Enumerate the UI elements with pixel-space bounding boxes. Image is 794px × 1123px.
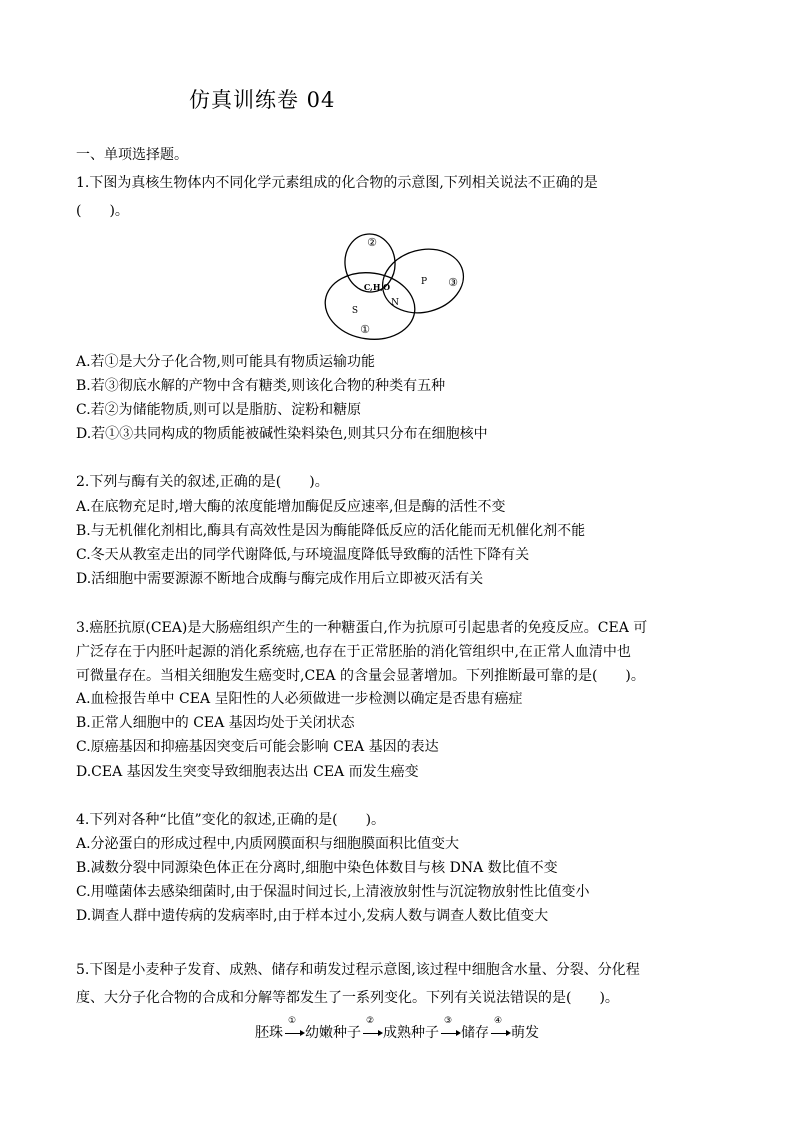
flow-arrow-4-label: ④: [494, 1016, 503, 1026]
q2-option-c: C.冬天从教室走出的同学代谢降低,与环境温度降低导致酶的活性下降有关: [76, 547, 530, 563]
venn-diagram: [320, 228, 470, 343]
label-center-elements: C,H,O: [363, 282, 391, 292]
q4-option-d: D.调查人群中遗传病的发病率时,由于样本过小,发病人数与调查人数比值变大: [76, 908, 549, 924]
q4-option-c: C.用噬菌体去感染细菌时,由于保温时间过长,上清液放射性与沉淀物放射性比值变小: [76, 884, 590, 900]
q2-stem: 2.下列与酶有关的叙述,正确的是( )。: [76, 474, 329, 490]
flow-arrow-3-label: ③: [444, 1016, 453, 1026]
circle-1: [321, 267, 419, 343]
label-circle-1: ①: [360, 323, 370, 336]
document-title: 仿真训练卷 04: [189, 88, 336, 112]
arrow-right-icon: [285, 1033, 303, 1034]
q3-stem-line-2: 广泛存在于内胚叶起源的消化系统癌,也存在于正常胚胎的消化管组织中,在正常人血清中也: [76, 644, 631, 660]
arrow-right-icon: [441, 1033, 459, 1034]
q3-option-c: C.原癌基因和抑癌基因突变后可能会影响 CEA 基因的表达: [76, 739, 439, 755]
q3-option-d: D.CEA 基因发生突变导致细胞表达出 CEA 而发生癌变: [76, 764, 419, 780]
q1-option-a: A.若①是大分子化合物,则可能具有物质运输功能: [76, 354, 376, 370]
flow-arrow-2: [361, 1016, 383, 1041]
seed-process-flow: [255, 1016, 539, 1042]
flow-arrow-1: [283, 1016, 305, 1041]
label-n: N: [391, 298, 399, 308]
arrow-right-icon: [363, 1033, 381, 1034]
q1-option-c: C.若②为储能物质,则可以是脂肪、淀粉和糖原: [76, 402, 362, 418]
q1-stem-line-1: 1.下图为真核生物体内不同化学元素组成的化合物的示意图,下列相关说法不正确的是: [76, 175, 598, 191]
flow-arrow-3: [439, 1016, 461, 1041]
q3-stem-line-1: 3.癌胚抗原(CEA)是大肠癌组织产生的一种糖蛋白,作为抗原可引起患者的免疫反应。CEA 可: [76, 620, 648, 636]
q1-option-d: D.若①③共同构成的物质能被碱性染料染色,则其只分布在细胞核中: [76, 426, 488, 442]
flow-step-mature-seed: 成熟种子: [383, 1025, 439, 1041]
label-p: P: [420, 277, 428, 287]
label-s: S: [351, 306, 359, 316]
section-heading: 一、单项选择题。: [76, 147, 188, 163]
flow-arrow-1-label: ①: [288, 1016, 297, 1026]
q3-option-a: A.血检报告单中 CEA 呈阳性的人必须做进一步检测以确定是否患有癌症: [76, 691, 523, 707]
q5-stem-line-1: 5.下图是小麦种子发育、成熟、储存和萌发过程示意图,该过程中细胞含水量、分裂、分化程: [76, 962, 640, 978]
label-circle-2: ②: [367, 236, 377, 249]
q4-stem: 4.下列对各种“比值”变化的叙述,正确的是( )。: [76, 812, 386, 828]
q4-option-a: A.分泌蛋白的形成过程中,内质网膜面积与细胞膜面积比值变大: [76, 836, 460, 852]
q5-stem-line-2: 度、大分子化合物的合成和分解等都发生了一系列变化。下列有关说法错误的是( )。: [76, 990, 619, 1006]
flow-step-ovule: 胚珠: [255, 1025, 283, 1041]
flow-arrow-2-label: ②: [366, 1016, 375, 1026]
flow-arrow-4: [489, 1016, 511, 1041]
arrow-right-icon: [491, 1033, 509, 1034]
label-circle-3: ③: [448, 276, 458, 289]
q1-stem-line-2: ( )。: [76, 203, 129, 219]
q2-option-b: B.与无机催化剂相比,酶具有高效性是因为酶能降低反应的活化能而无机催化剂不能: [76, 523, 586, 539]
q2-option-d: D.活细胞中需要源源不断地合成酶与酶完成作用后立即被灭活有关: [76, 571, 484, 587]
q4-option-b: B.减数分裂中同源染色体正在分离时,细胞中染色体数目与核 DNA 数比值不变: [76, 860, 558, 876]
flow-step-storage: 储存: [461, 1025, 489, 1041]
q1-option-b: B.若③彻底水解的产物中含有糖类,则该化合物的种类有五种: [76, 378, 446, 394]
q3-stem-line-3: 可微量存在。当相关细胞发生癌变时,CEA 的含量会显著增加。下列推断最可靠的是( )。: [76, 668, 645, 684]
q2-option-a: A.在底物充足时,增大酶的浓度能增加酶促反应速率,但是酶的活性不变: [76, 499, 506, 515]
flow-step-young-seed: 幼嫩种子: [305, 1025, 361, 1041]
q3-option-b: B.正常人细胞中的 CEA 基因均处于关闭状态: [76, 715, 355, 731]
flow-step-germination: 萌发: [511, 1025, 539, 1041]
